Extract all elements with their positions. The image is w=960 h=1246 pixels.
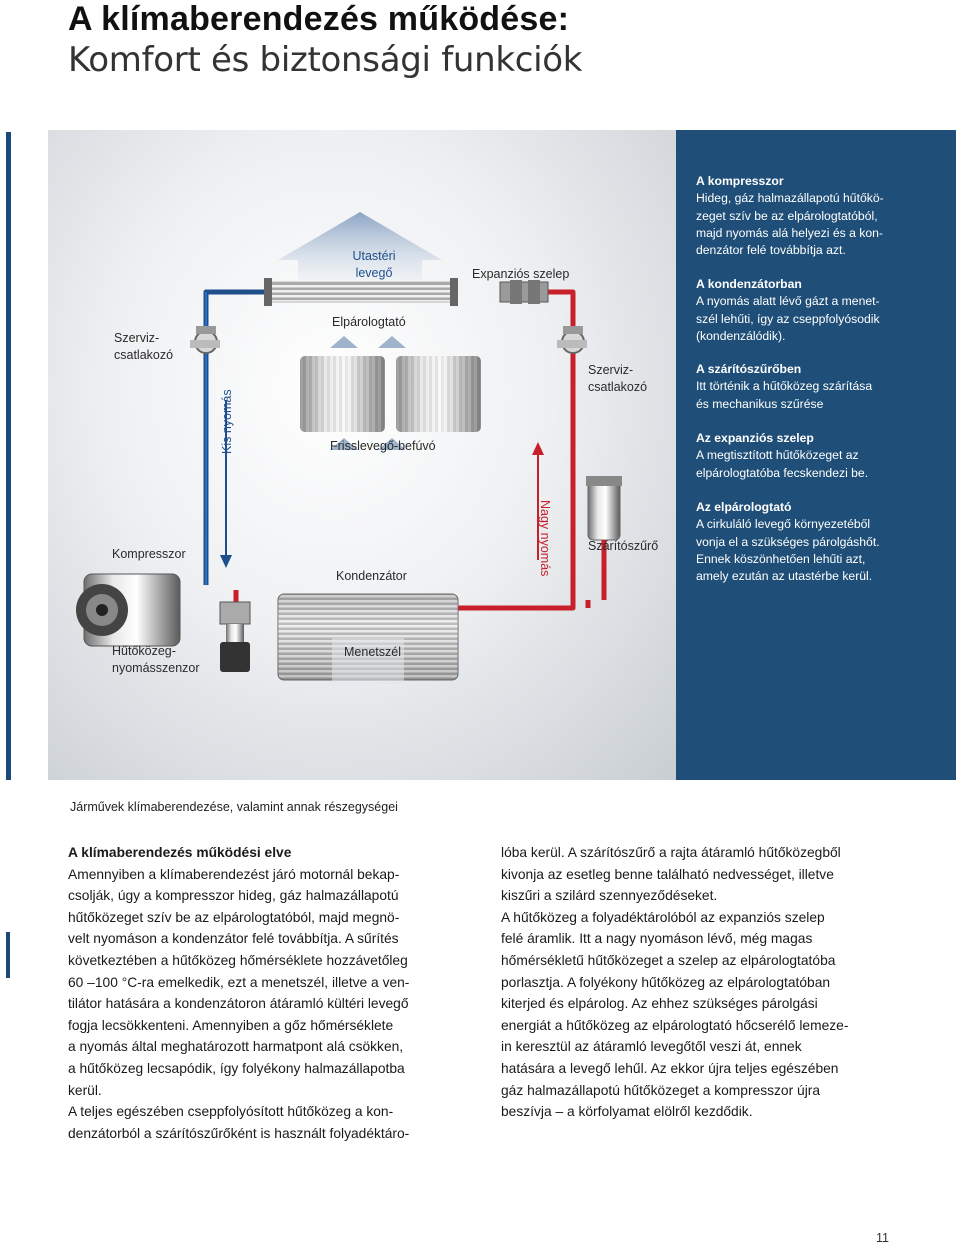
evaporator-core [268,282,453,302]
label-compressor: Kompresszor [112,547,186,561]
label-service-left: Szerviz- csatlakozó [114,331,174,362]
service-connector-right-shape [557,326,587,353]
refrigerant-circuit-diagram [48,130,676,780]
label-cabin-air: Utastéri levegő [352,249,396,280]
label-expansion-valve: Expanziós szelep [472,267,570,281]
fresh-air-blower-shape [300,356,481,432]
info-evaporator: Az elpárologtató A cirkuláló levegő környezetéből vonja el a szükséges párolgáshőt. Ennek köszönhetően lehűti azt, amely ezután az utastérbe kerül. [696,500,880,584]
pressure-sensor-shape [220,602,250,672]
label-low-pressure: Kis nyomás [220,389,234,454]
info-panel [676,130,956,780]
service-connector-left-shape [190,326,220,353]
body-column-left: A klímaberendezés működési elve Amennyiben a klímaberendezést járó motornál bekap- csolják, úgy a kompresszor hideg, gáz halmazállapotú hűtőközeget szív be az elpárologtatóból, majd megnö- velt nyomáson a kondenzátor felé továbbítja. A sűrítés következtében a hűtőközeg hőmérséklete hozzávetőleg 60 –100 °C-ra emelkedik, ezt a menetszél, illetve a ven- tilátor hatására a kondenzátoron átáramló kültéri levegő fogja lecsökkenteni. Amennyiben a gőz hőmérséklete a nyomás által meghatározott harmatpont alá csökken, a hűtőközeg lecsapódik, így folyékony halmazállapotba kerül. A teljes egészében cseppfolyósított hűtőközeg a kon- denzátorból a szárítószűrőként is használt folyadéktáro- [68,842,468,1144]
info-compressor: A kompresszor Hideg, gáz halmazállapotú hűtőkö- zeget szív be az elpárologtatóból, majd nyomás alá helyezi és a kon- denzátor felé továbbítja azt. [696,174,884,258]
label-evaporator: Elpárologtató [332,315,406,329]
info-expansion-valve: Az expanziós szelep A megtisztított hűtőközeget az elpárologtatóba fecskendezi be. [696,431,869,480]
label-drier: Szárítószűrő [588,539,659,553]
page-number: 11 [876,1231,889,1245]
page-title: A klímaberendezés működése: [68,0,570,38]
label-service-right: Szerviz- csatlakozó [588,363,648,394]
label-pressure-sensor: Hűtőközeg- nyomásszenzor [112,644,200,675]
info-condenser: A kondenzátorban A nyomás alatt lévő gázt a menet- szél lehűti, így az cseppfolyósodik (kondenzálódik). [696,277,880,343]
info-drier: A szárítószűrőben Itt történik a hűtőközeg szárítása és mechanikus szűrése [696,362,873,411]
ac-system-figure [48,130,956,780]
accent-bar-small [6,932,10,978]
page-subtitle: Komfort és biztonsági funkciók [68,40,583,80]
accent-bar [6,132,11,780]
figure-caption: Járművek klímaberendezése, valamint annak részegységei [70,800,398,814]
body-column-right: lóba kerül. A szárítószűrő a rajta átáramló hűtőközegből kivonja az esetleg benne található nedvességet, illetve kiszűri a szilárd szennyeződéseket. A hűtőközeg a folyadéktárolóból az expanziós szelep felé áramlik. Itt a nagy nyomáson lévő, még magas hőmérsékletű hűtőközeget a szelep az elpárologtatóba porlasztja. A folyékony hűtőközeg az elpárologtatóban kiterjed és elpárolog. Az ehhez szükséges párolgási energiát a hűtőközeg az elpárologtató hőcserélő lemeze- in keresztül az átáramló levegőtől veszi át, ennek hatására a levegő lehűl. Az ekkor újra teljes egészében gáz halmazállapotú hűtőközeget a kompresszor újra beszívja – a körfolyamat elölről kezdődik. [501,845,849,1120]
label-condenser: Kondenzátor [336,569,407,583]
compressor-shape [76,574,180,646]
expansion-valve-shape [500,280,548,304]
label-fresh-air-blower: Frisslevegő-befúvó [330,439,436,453]
label-airflow: Menetszél [344,645,401,659]
section-heading: A klímaberendezés működési elve [68,845,292,860]
label-high-pressure: Nagy nyomás [538,500,552,577]
